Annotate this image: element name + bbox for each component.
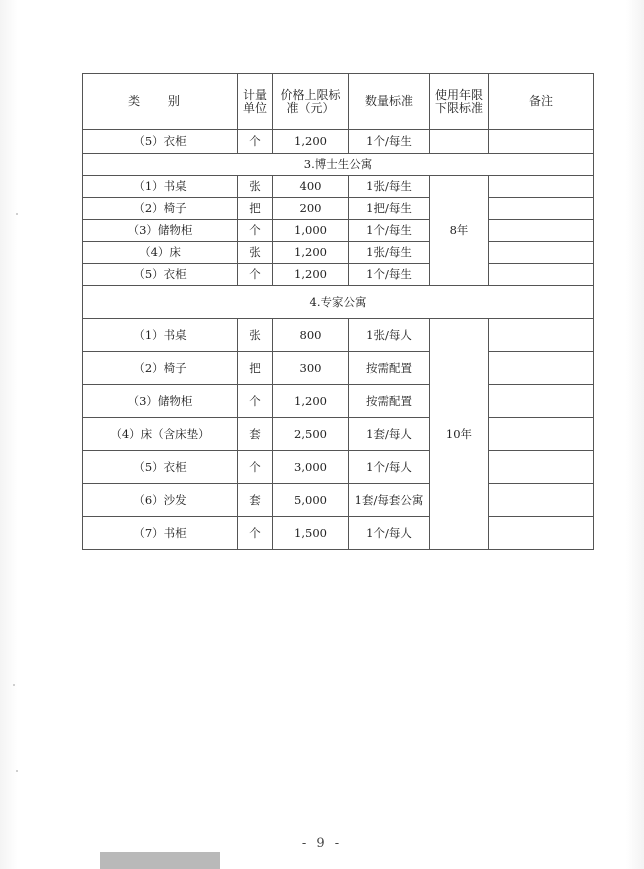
item-name: （4）床（含床垫） [83, 418, 238, 451]
item-price: 1,000 [273, 220, 349, 242]
item-unit: 把 [238, 352, 273, 385]
item-remark [489, 220, 594, 242]
table-row [83, 484, 594, 517]
item-remark [489, 385, 594, 418]
scan-speck [13, 684, 15, 686]
header-price: 价格上限标准（元） [273, 74, 349, 130]
item-quantity: 1张/每生 [349, 176, 430, 198]
header-life: 使用年限下限标准 [430, 74, 489, 130]
item-unit: 个 [238, 264, 273, 286]
item-price: 3,000 [273, 451, 349, 484]
item-life [430, 130, 489, 154]
item-name: （2）椅子 [83, 352, 238, 385]
item-unit: 个 [238, 130, 273, 154]
page-number: - 9 - [301, 836, 343, 851]
item-quantity: 1张/每人 [349, 319, 430, 352]
item-name: （1）书桌 [83, 319, 238, 352]
item-quantity: 1套/每人 [349, 418, 430, 451]
item-quantity: 1套/每套公寓 [349, 484, 430, 517]
item-remark [489, 451, 594, 484]
header-category: 类 别 [83, 74, 238, 130]
item-remark [489, 198, 594, 220]
table-row [83, 319, 594, 352]
binding-strip [100, 852, 220, 869]
item-quantity: 1把/每生 [349, 198, 430, 220]
item-price: 1,200 [273, 385, 349, 418]
item-unit: 套 [238, 418, 273, 451]
scan-speck [16, 213, 18, 215]
table-row [83, 242, 594, 264]
item-unit: 把 [238, 198, 273, 220]
item-name: （7）书柜 [83, 517, 238, 550]
item-remark [489, 484, 594, 517]
item-price: 300 [273, 352, 349, 385]
item-remark [489, 264, 594, 286]
table-header-row [83, 74, 594, 130]
item-quantity: 1个/每人 [349, 451, 430, 484]
item-name: （4）床 [83, 242, 238, 264]
item-unit: 个 [238, 385, 273, 418]
scan-speck [16, 770, 18, 772]
header-quantity: 数量标准 [349, 74, 430, 130]
table-row [83, 198, 594, 220]
section-row [83, 154, 594, 176]
item-unit: 张 [238, 176, 273, 198]
item-quantity: 1个/每生 [349, 264, 430, 286]
item-price: 2,500 [273, 418, 349, 451]
item-unit: 张 [238, 319, 273, 352]
section-title-expert: 4.专家公寓 [83, 286, 594, 319]
item-unit: 个 [238, 220, 273, 242]
item-quantity: 1个/每生 [349, 130, 430, 154]
header-unit: 计量单位 [238, 74, 273, 130]
item-remark [489, 130, 594, 154]
table-row [83, 264, 594, 286]
table-row [83, 220, 594, 242]
item-name: （1）书桌 [83, 176, 238, 198]
item-remark [489, 418, 594, 451]
item-price: 1,500 [273, 517, 349, 550]
table-row [83, 352, 594, 385]
header-remark: 备注 [489, 74, 594, 130]
item-price: 1,200 [273, 264, 349, 286]
item-price: 800 [273, 319, 349, 352]
item-price: 5,000 [273, 484, 349, 517]
item-remark [489, 319, 594, 352]
item-quantity: 按需配置 [349, 352, 430, 385]
section-title-phd: 3.博士生公寓 [83, 154, 594, 176]
table-row [83, 517, 594, 550]
table-row [83, 176, 594, 198]
table-row [83, 451, 594, 484]
item-price: 1,200 [273, 130, 349, 154]
item-name: （5）衣柜 [83, 451, 238, 484]
item-remark [489, 242, 594, 264]
phd-life-years: 8年 [430, 176, 489, 286]
item-price: 200 [273, 198, 349, 220]
item-remark [489, 176, 594, 198]
table-row [83, 130, 594, 154]
item-name: （2）椅子 [83, 198, 238, 220]
item-name: （3）储物柜 [83, 385, 238, 418]
item-unit: 套 [238, 484, 273, 517]
expert-life-years: 10年 [430, 319, 489, 550]
section-row [83, 286, 594, 319]
item-quantity: 1个/每人 [349, 517, 430, 550]
item-price: 400 [273, 176, 349, 198]
item-name: （5）衣柜 [83, 264, 238, 286]
table-row [83, 385, 594, 418]
item-name: （3）储物柜 [83, 220, 238, 242]
item-price: 1,200 [273, 242, 349, 264]
item-unit: 张 [238, 242, 273, 264]
item-remark [489, 517, 594, 550]
table-row [83, 418, 594, 451]
item-quantity: 按需配置 [349, 385, 430, 418]
item-quantity: 1个/每生 [349, 220, 430, 242]
item-unit: 个 [238, 451, 273, 484]
item-name: （5）衣柜 [83, 130, 238, 154]
item-name: （6）沙发 [83, 484, 238, 517]
item-quantity: 1张/每生 [349, 242, 430, 264]
item-unit: 个 [238, 517, 273, 550]
item-remark [489, 352, 594, 385]
furniture-standard-table [82, 73, 594, 550]
